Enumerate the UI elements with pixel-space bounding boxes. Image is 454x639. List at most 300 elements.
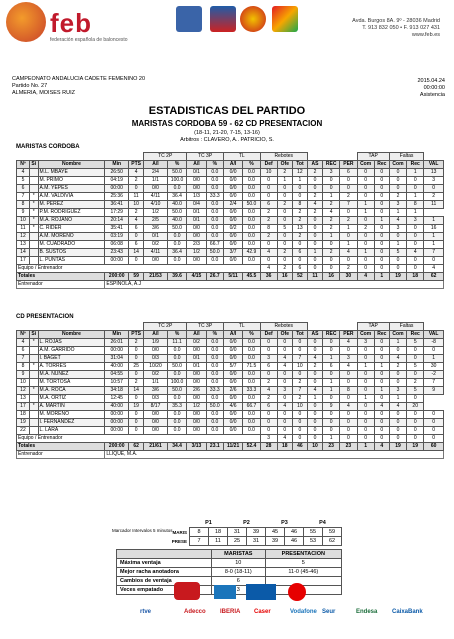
stat-cell: 0/0	[187, 370, 206, 378]
column-header: Rec	[374, 160, 389, 168]
column-header: Si	[31, 330, 37, 337]
team-abbrev: PRESE	[171, 538, 187, 544]
stat-cell: 3	[424, 176, 444, 184]
stat-cell: 2	[260, 232, 277, 240]
stat-cell: 0	[260, 346, 277, 354]
stat-cell: P.M. RODRIGUEZ	[38, 208, 105, 216]
espana-logo-icon	[272, 6, 298, 32]
stat-cell: 00:00	[105, 426, 129, 434]
team-stats-table	[16, 152, 444, 289]
stat-cell: 0.0	[206, 176, 223, 184]
stat-cell: 26:50	[105, 168, 129, 176]
stat-cell: 8	[260, 224, 277, 232]
vodafone-logo-icon	[288, 583, 306, 601]
interval-score: 8	[190, 528, 209, 537]
interval-score: 62	[323, 537, 342, 546]
stat-cell: 0	[357, 434, 374, 442]
group-header: Faltas	[389, 153, 423, 161]
sponsor-logo: Caser	[254, 609, 271, 615]
feb-logo: feb	[50, 8, 92, 38]
stat-cell: 11	[424, 200, 444, 208]
stat-cell: 0	[260, 176, 277, 184]
interval-score: 11	[209, 537, 228, 546]
stat-cell: 0	[323, 370, 340, 378]
stat-cell: 0	[407, 256, 424, 264]
stat-cell: 0	[323, 264, 340, 272]
stat-cell: *	[29, 192, 38, 200]
stat-cell: 100.0	[167, 378, 186, 386]
stat-cell: 0.0	[206, 256, 223, 264]
stat-cell: 0	[407, 410, 424, 418]
stat-cell: 4	[307, 354, 322, 362]
stat-cell: 0	[374, 264, 389, 272]
stat-cell: 0.0	[243, 346, 260, 354]
interval-score: 7	[190, 537, 209, 546]
column-header: Si	[31, 160, 37, 167]
stat-cell: 4	[277, 362, 292, 370]
stat-cell: 0.0	[206, 216, 223, 224]
sponsor-logo-icon	[246, 584, 276, 600]
stat-cell: 2	[260, 394, 277, 402]
interval-score-label: Marcador Intervalos 5 minutos	[112, 528, 173, 533]
stat-cell: 50.0	[167, 386, 186, 394]
stat-cell: 3	[323, 168, 340, 176]
stat-cell: 7	[17, 192, 30, 200]
game-date: 2015.04.24	[417, 78, 445, 84]
player-row	[17, 370, 444, 378]
stat-cell: 6	[17, 184, 30, 192]
stat-cell: 0/0	[223, 410, 242, 418]
interval-score-table	[163, 519, 342, 546]
stat-cell	[29, 346, 38, 354]
stat-cell: 0/1	[187, 168, 206, 176]
stat-cell: 0/2	[144, 240, 168, 248]
interval-score: 46	[285, 528, 304, 537]
stat-cell: 0.0	[243, 216, 260, 224]
stat-cell: 21/53	[144, 272, 168, 280]
stat-cell: 66.7	[243, 402, 260, 410]
stat-cell	[29, 394, 38, 402]
stat-cell: 2	[340, 264, 357, 272]
stat-cell: 0	[357, 402, 374, 410]
stat-cell: 0.0	[243, 184, 260, 192]
sponsor-logo: Adecco	[184, 609, 206, 615]
stat-cell: 3	[340, 354, 357, 362]
stat-cell: 50.0	[243, 200, 260, 208]
venue: ALMERIA, MOISES RUIZ	[12, 90, 75, 96]
stat-cell: 0	[374, 200, 389, 208]
stat-cell: 0/0	[187, 418, 206, 426]
stat-cell: 200:00	[105, 442, 129, 450]
column-header: %	[206, 330, 223, 338]
stat-cell: 1	[407, 192, 424, 200]
stat-cell: *	[29, 338, 38, 346]
stat-cell: 0	[389, 410, 406, 418]
stat-cell: 25:36	[105, 192, 129, 200]
quarter-header: P4	[319, 520, 326, 526]
stat-cell: 0/3	[144, 394, 168, 402]
stat-cell: 0/0	[223, 378, 242, 386]
team-stats-table	[16, 322, 444, 459]
game-datetime	[375, 78, 445, 99]
stat-cell: 0	[307, 426, 322, 434]
stat-cell: 16	[277, 272, 292, 280]
stat-cell: 0	[129, 426, 144, 434]
stat-cell: 0	[389, 346, 406, 354]
player-row	[17, 248, 444, 256]
stat-cell: 2	[307, 168, 322, 176]
interval-score: 18	[209, 528, 228, 537]
stat-cell: 0.0	[167, 232, 186, 240]
player-row	[17, 338, 444, 346]
stat-cell: 10	[292, 402, 307, 410]
stat-cell: 0.0	[167, 394, 186, 402]
federation-address: Avda. Burgos 8A. 9º - 28036 Madrid T. 913 832 050 • F. 913 027 431 www.feb.es	[352, 18, 440, 38]
player-row	[17, 224, 444, 232]
stat-cell: 1	[340, 240, 357, 248]
stat-cell: 0	[357, 264, 374, 272]
stat-cell: 2	[260, 216, 277, 224]
stat-cell: 0	[307, 264, 322, 272]
stat-cell: 21/61	[144, 442, 168, 450]
team-abbrev: MARIS	[172, 529, 187, 535]
stat-cell: 0/0	[144, 346, 168, 354]
player-row	[17, 168, 444, 176]
column-header: Rec	[407, 330, 424, 338]
stat-cell: 0.0	[167, 184, 186, 192]
stat-cell: 4	[260, 248, 277, 256]
stat-cell: 4	[340, 362, 357, 370]
stat-cell: 2	[307, 192, 322, 200]
stat-cell: 0/1	[187, 208, 206, 216]
column-header: A/I	[187, 160, 206, 168]
stat-cell: 0	[129, 394, 144, 402]
column-header: Com	[389, 160, 406, 168]
stat-cell: 36.4	[167, 248, 186, 256]
stat-cell: 4	[260, 264, 277, 272]
stat-cell: 0/3	[144, 354, 168, 362]
stat-cell	[29, 248, 38, 256]
stat-cell: 11	[129, 192, 144, 200]
stat-cell: 8/17	[144, 402, 168, 410]
stat-cell: 1	[323, 378, 340, 386]
stat-cell: 5	[407, 362, 424, 370]
stat-cell: 0	[389, 264, 406, 272]
summary-label: Veces empatado	[117, 586, 212, 595]
stat-cell: 3/6	[144, 224, 168, 232]
stat-cell: 34:18	[105, 386, 129, 394]
stat-cell: 17	[17, 402, 30, 410]
stat-cell: 10	[17, 216, 30, 224]
column-header: Def	[260, 330, 277, 338]
player-row	[17, 216, 444, 224]
stat-cell: *	[29, 386, 38, 394]
coach-name: LLIQUE, M.A.	[105, 450, 444, 458]
stat-cell: 6	[323, 362, 340, 370]
stat-cell: 0	[389, 418, 406, 426]
player-row	[17, 184, 444, 192]
stat-cell: A.M. MORENO	[38, 232, 105, 240]
stat-cell: 4	[307, 200, 322, 208]
player-row	[17, 386, 444, 394]
stat-cell: 0/0	[223, 338, 242, 346]
column-header: Tot	[292, 330, 307, 338]
sponsor-logo: Endesa	[356, 609, 378, 615]
stat-cell: C. RIDER	[38, 224, 105, 232]
stat-cell: 2	[340, 192, 357, 200]
stat-cell: 19	[389, 272, 406, 280]
stat-cell: 0	[357, 354, 374, 362]
stat-cell: 18	[17, 410, 30, 418]
summary-value: 5	[265, 559, 341, 568]
stat-cell: 0/1	[187, 362, 206, 370]
stat-cell: 6	[129, 240, 144, 248]
stat-cell: 4	[389, 402, 406, 410]
stat-cell: A. MARTIN	[38, 402, 105, 410]
competition-name: CAMPEONATO ANDALUCIA CADETE FEMENINO 20	[12, 76, 146, 82]
stat-cell: L. ROJAS	[38, 338, 105, 346]
stat-cell: 0	[307, 224, 322, 232]
player-row	[17, 240, 444, 248]
stat-cell: 0	[292, 240, 307, 248]
stat-cell: 0/0	[187, 176, 206, 184]
player-row	[17, 362, 444, 370]
stat-cell: 2/4	[144, 168, 168, 176]
partial-scores: (18-11, 21-20, 7-15, 13-16)	[194, 130, 260, 136]
stat-cell: 10	[129, 200, 144, 208]
stat-cell: 00:00	[105, 346, 129, 354]
interval-row	[163, 537, 342, 546]
stat-cell: 0	[357, 256, 374, 264]
stat-cell: 1	[340, 224, 357, 232]
stat-cell: 4	[17, 168, 30, 176]
stat-cell: 5	[17, 176, 30, 184]
stat-cell: 26:01	[105, 338, 129, 346]
stat-cell: 1	[389, 338, 406, 346]
stat-cell: 4	[389, 354, 406, 362]
stat-cell: 11/21	[223, 442, 242, 450]
coach-name: ESPINOLA, A.J	[105, 280, 444, 288]
stat-cell: 36	[260, 272, 277, 280]
stat-cell: 3	[389, 224, 406, 232]
stat-cell: 200:00	[105, 272, 129, 280]
stat-cell: 0	[374, 370, 389, 378]
stat-cell: 6	[260, 402, 277, 410]
stat-cell: 0	[407, 264, 424, 272]
column-header: %	[243, 160, 260, 168]
stat-cell: 2	[323, 224, 340, 232]
stat-cell: 4	[424, 264, 444, 272]
stat-cell: 33.3	[243, 386, 260, 394]
stat-cell: 0	[292, 426, 307, 434]
stat-cell: 12	[17, 232, 30, 240]
stat-cell: 0.0	[243, 208, 260, 216]
player-row	[17, 426, 444, 434]
stat-cell: 62	[129, 442, 144, 450]
stat-cell: 28	[260, 442, 277, 450]
stat-cell: 2/3	[187, 240, 206, 248]
stat-cell: 1	[389, 240, 406, 248]
column-header: Ofe	[277, 160, 292, 168]
column-header: Tot	[292, 160, 307, 168]
stat-cell: 0	[357, 370, 374, 378]
stat-cell: I. FERNANDEZ	[38, 418, 105, 426]
stat-cell: A.M. YEPES	[38, 184, 105, 192]
column-header: Rec	[374, 330, 389, 338]
stat-cell: 0/0	[223, 346, 242, 354]
stat-cell: 5	[389, 248, 406, 256]
stat-cell: 2	[424, 192, 444, 200]
column-header: %	[167, 330, 186, 338]
stat-cell: 0.0	[243, 410, 260, 418]
stat-cell: 0	[277, 370, 292, 378]
stat-cell: 7	[292, 354, 307, 362]
stat-cell: 0/0	[144, 426, 168, 434]
stat-cell: 0	[260, 256, 277, 264]
player-row	[17, 208, 444, 216]
stat-cell: L. PUNTAS	[38, 256, 105, 264]
column-header: Nº	[17, 330, 30, 338]
stat-cell: 2	[292, 378, 307, 386]
stat-cell: 0	[277, 208, 292, 216]
stat-cell: 0	[340, 256, 357, 264]
stat-cell: 14	[17, 248, 30, 256]
interval-score: 46	[285, 537, 304, 546]
stat-cell	[29, 378, 38, 386]
stat-cell: 52	[292, 272, 307, 280]
stat-cell: 0	[374, 240, 389, 248]
stat-cell: 12:45	[105, 394, 129, 402]
stat-cell: 3/7	[223, 248, 242, 256]
stat-cell: 2	[277, 200, 292, 208]
stat-cell: 0	[407, 232, 424, 240]
stat-cell: M. CUADRADO	[38, 240, 105, 248]
stat-cell: 0	[340, 184, 357, 192]
stat-cell: 4/6	[223, 402, 242, 410]
stat-cell: 1/1	[144, 176, 168, 184]
stat-cell: 17	[17, 256, 30, 264]
stat-cell: 0	[374, 338, 389, 346]
stat-cell: 0	[307, 338, 322, 346]
stat-cell: 0	[357, 378, 374, 386]
stat-cell: 0	[307, 410, 322, 418]
stat-cell: 1/2	[144, 208, 168, 216]
stat-cell: 0	[340, 176, 357, 184]
stat-cell: 4	[357, 272, 374, 280]
stat-cell: 5/7	[223, 362, 242, 370]
column-header: %	[243, 330, 260, 338]
stat-cell: 0.0	[243, 338, 260, 346]
group-header: TC 3P	[187, 323, 224, 331]
stat-cell: 0.0	[167, 370, 186, 378]
stat-cell: 6	[260, 362, 277, 370]
summary-value: 10	[212, 559, 266, 568]
stat-cell: 0	[307, 418, 322, 426]
stat-cell: 0	[389, 426, 406, 434]
summary-label: Cambios de ventaja	[117, 577, 212, 586]
column-header: REC	[323, 160, 340, 168]
stat-cell: 0	[277, 338, 292, 346]
stat-cell: 1	[277, 176, 292, 184]
column-header: Nº	[17, 160, 30, 168]
stat-cell: 1	[357, 394, 374, 402]
stat-cell: 2	[323, 200, 340, 208]
stat-cell: 7	[424, 378, 444, 386]
stat-cell: 0.0	[206, 362, 223, 370]
stat-cell: 13	[424, 168, 444, 176]
column-header: A/I	[223, 330, 242, 338]
stat-cell: -2	[424, 370, 444, 378]
stat-cell: 1	[389, 208, 406, 216]
stat-cell: 0	[374, 354, 389, 362]
stat-cell: 2	[407, 378, 424, 386]
stat-cell: *	[29, 200, 38, 208]
stat-cell: 0	[374, 418, 389, 426]
group-header: TC 3P	[187, 153, 224, 161]
stat-cell: 0	[292, 346, 307, 354]
stat-cell: 60	[424, 442, 444, 450]
stat-cell: 0	[129, 232, 144, 240]
stat-cell: 4	[260, 386, 277, 394]
stat-cell: 19	[17, 418, 30, 426]
stat-cell: 17:29	[105, 208, 129, 216]
stat-cell: 2	[277, 248, 292, 256]
stat-cell: 0/0	[223, 240, 242, 248]
stat-cell: 0	[260, 370, 277, 378]
team-name: MARISTAS CORDOBA	[16, 144, 80, 150]
player-row	[17, 192, 444, 200]
stat-cell: 0	[389, 378, 406, 386]
stat-cell: 0.0	[206, 410, 223, 418]
stat-cell: 23.1	[206, 442, 223, 450]
stat-cell: 0	[129, 184, 144, 192]
quarter-header: P3	[281, 520, 288, 526]
stat-cell: 0	[323, 256, 340, 264]
coach-row: Entrenador LLIQUE, M.A.	[17, 450, 444, 458]
stat-cell: 0/1	[187, 354, 206, 362]
totals-row: Totales 200:00 62 21/61 34.4 3/13 23.1 11/21 52.4 28 18 46 10 23 23 1 4 19 19 60	[17, 442, 444, 450]
group-header: TL	[223, 153, 260, 161]
column-header: Nombre	[38, 330, 105, 338]
stat-cell: 0	[424, 410, 444, 418]
coat-of-arms-icon	[240, 6, 266, 32]
stat-cell: 19	[129, 402, 144, 410]
stat-cell: M. MORENO	[38, 410, 105, 418]
stat-cell: 1	[374, 272, 389, 280]
column-header: Def	[260, 160, 277, 168]
stat-cell: 0/0	[223, 176, 242, 184]
stat-cell: 0	[292, 192, 307, 200]
stat-cell: 0	[357, 232, 374, 240]
stat-cell: 0	[374, 426, 389, 434]
stat-cell: 2	[292, 394, 307, 402]
sponsor-logo: IBERIA	[220, 609, 241, 615]
stat-cell: 2	[389, 192, 406, 200]
stat-cell: 6	[17, 346, 30, 354]
stat-cell: 4	[340, 402, 357, 410]
interval-score: 39	[247, 528, 266, 537]
stat-cell: 0	[424, 346, 444, 354]
stat-cell: 00:00	[105, 410, 129, 418]
stat-cell: 0/0	[144, 418, 168, 426]
stat-cell: 59	[129, 272, 144, 280]
stat-cell: 18	[407, 272, 424, 280]
stat-cell: 0	[307, 176, 322, 184]
stat-cell: 0/0	[187, 394, 206, 402]
stat-cell: 1	[323, 354, 340, 362]
stat-cell: 0	[374, 410, 389, 418]
stat-cell: 0	[129, 410, 144, 418]
